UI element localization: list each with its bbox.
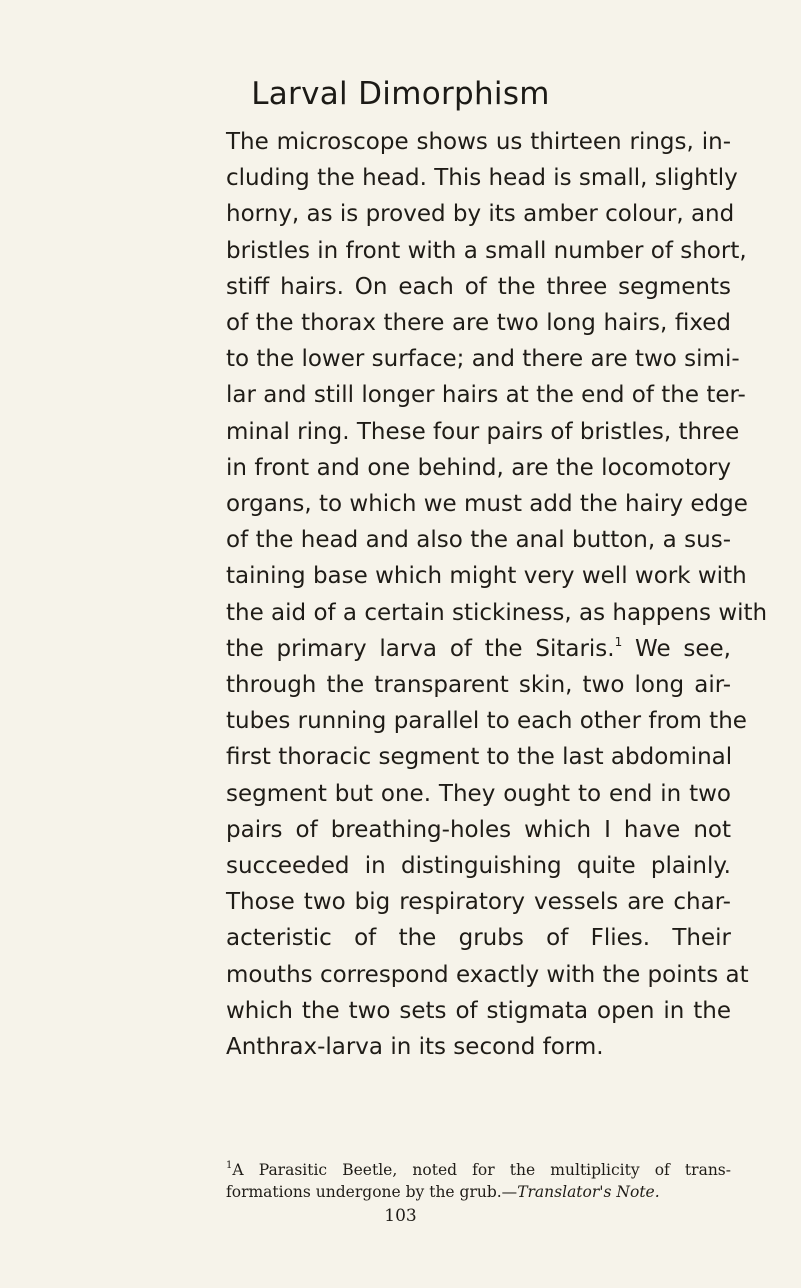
text-line: Those two big respiratory vessels are char-	[226, 889, 731, 916]
text-segment: We see,	[635, 635, 731, 662]
text-line: cluding the head. This head is small, slightly	[226, 165, 738, 192]
footnote-reference: 1	[614, 634, 623, 649]
footnote-text: A Parasitic Beetle, noted for the multiplicity of trans-	[232, 1161, 731, 1179]
body-paragraph	[226, 124, 768, 1065]
text-line: organs, to which we must add the hairy edge	[226, 491, 748, 518]
footnote-line	[226, 1181, 731, 1203]
text-line: which the two sets of stigmata open in the	[226, 997, 731, 1024]
text-line: through the transparent skin, two long air-	[226, 672, 731, 699]
text-line: in front and one behind, are the locomotory	[226, 454, 731, 481]
text-line: pairs of breathing-holes which I have not	[226, 816, 731, 843]
footnote-marker: 1	[226, 1160, 233, 1171]
footnote-text: formations undergone by the grub.—	[226, 1183, 518, 1201]
footnote-attribution: Translator's Note.	[517, 1183, 660, 1201]
text-line: first thoracic segment to the last abdominal	[226, 744, 733, 771]
text-line: bristles in front with a small number of short,	[226, 237, 747, 264]
text-line-with-footnote-ref	[226, 631, 731, 667]
footnote-line	[226, 1159, 731, 1181]
text-line: mouths correspond exactly with the points at	[226, 961, 749, 988]
text-line: of the thorax there are two long hairs, fixed	[226, 310, 731, 337]
footnote	[226, 1159, 731, 1203]
running-head: Larval Dimorphism	[251, 76, 550, 112]
text-line: Anthrax-larva in its second form.	[226, 1034, 604, 1061]
text-line: succeeded in distinguishing quite plainly.	[226, 853, 731, 880]
text-line: of the head and also the anal button, a sus-	[226, 527, 731, 554]
text-line: The microscope shows us thirteen rings, in-	[226, 129, 731, 155]
text-line: stiff hairs. On each of the three segments	[226, 273, 731, 300]
page-number: 103	[384, 1206, 417, 1226]
text-line: to the lower surface; and there are two simi-	[226, 346, 740, 373]
text-line: the aid of a certain stickiness, as happens with	[226, 599, 768, 626]
text-segment: the primary larva of the Sitaris.	[226, 635, 615, 662]
text-line: acteristic of the grubs of Flies. Their	[226, 925, 731, 952]
text-line: tubes running parallel to each other from the	[226, 708, 747, 735]
text-line: segment but one. They ought to end in two	[226, 780, 731, 807]
text-line: minal ring. These four pairs of bristles, three	[226, 418, 740, 445]
text-line: horny, as is proved by its amber colour, and	[226, 201, 735, 228]
text-line: lar and still longer hairs at the end of the ter-	[226, 382, 746, 409]
text-line: taining base which might very well work with	[226, 563, 747, 590]
